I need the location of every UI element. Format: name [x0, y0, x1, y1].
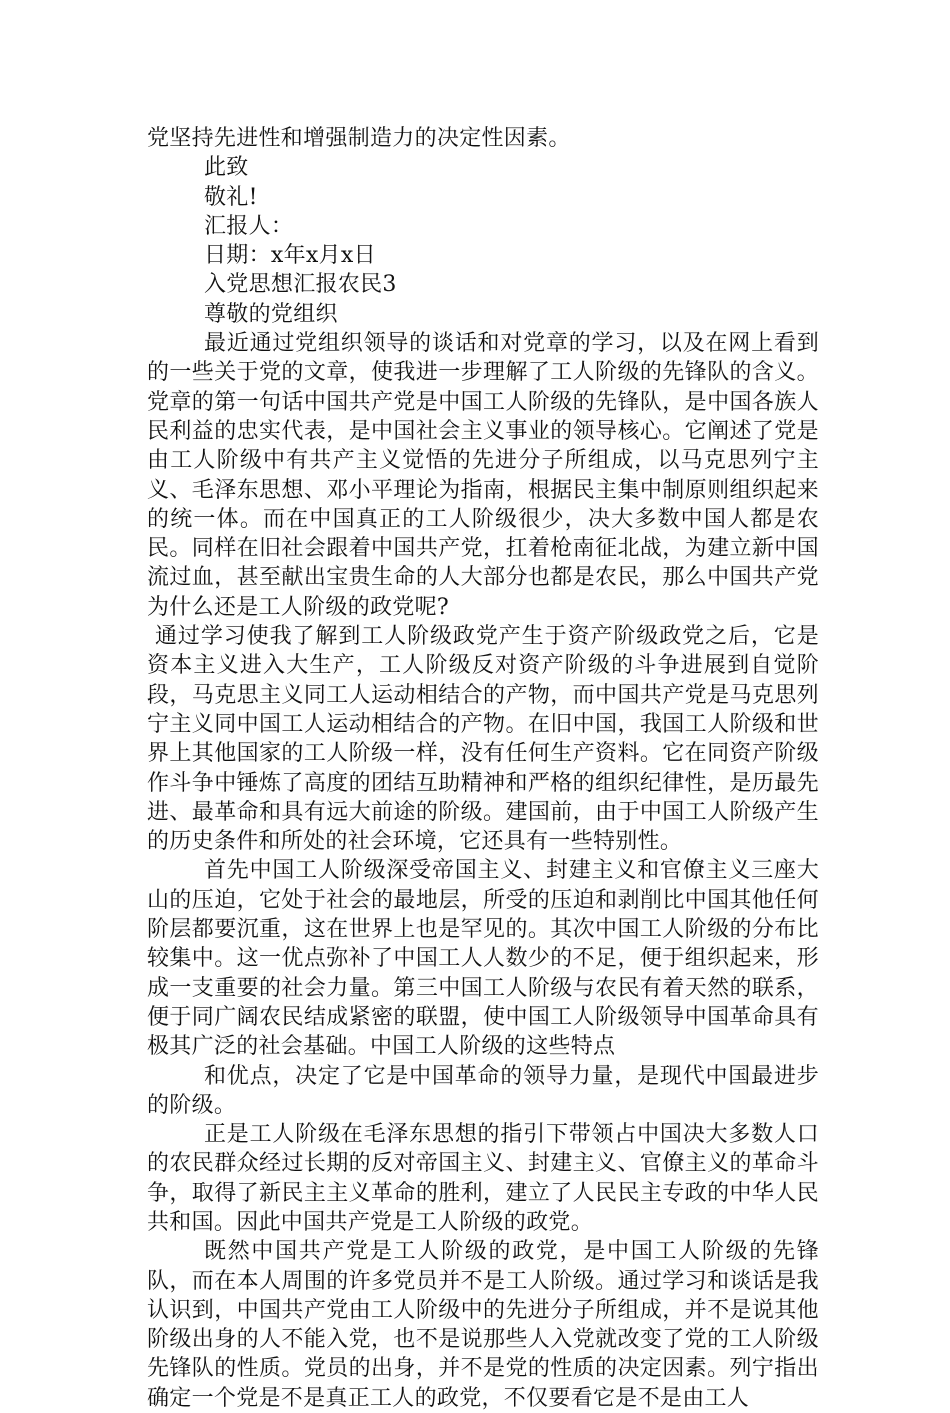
paragraph-4: 和优点，决定了它是中国革命的领导力量，是现代中国最进步的阶级。 [147, 1063, 819, 1118]
section-title: 入党思想汇报农民3 [204, 272, 397, 298]
salutation-cizhi: 此致 [204, 155, 249, 181]
paragraph-2: 通过学习使我了解到工人阶级政党产生于资产阶级政党之后，它是资本主义进入大生产，工人阶级反对资产阶级的斗争进展到自觉阶段，马克思主义同工人运动相结合的产物，而中国共产党是马克思列宁主义同中国工人运动相结合的产物。在旧中国，我国工人阶级和世界上其他国家的工人阶级一样，没有任何生产资料。它在同资产阶级作斗争中锤炼了高度的团结互助精神和严格的组织纪律性，是历最先进、最革命和具有远大前途的阶级。建国前，由于中国工人阶级产生的历史条件和所处的社会环境，它还具有一些特别性。 [147, 624, 819, 855]
paragraph-closing-sentence: 党坚持先进性和增强制造力的决定性因素。 [147, 126, 571, 151]
reporter-label: 汇报人： [204, 213, 294, 239]
paragraph-3: 首先中国工人阶级深受帝国主义、封建主义和官僚主义三座大山的压迫，它处于社会的最地层，所受的压迫和剥削比中国其他任何阶层都要沉重，这在世界上也是罕见的。其次中国工人阶级的分布比较集中。这一优点弥补了中国工人人数少的不足，便于组织起来，形成一支重要的社会力量。第三中国工人阶级与农民有着天然的联系，便于同广阔农民结成紧密的联盟，使中国工人阶级领导中国革命具有极其广泛的社会基础。中国工人阶级的这些特点 [147, 858, 819, 1060]
paragraph-5: 正是工人阶级在毛泽东思想的指引下带领占中国决大多数人口的农民群众经过长期的反对帝国主义、封建主义、官僚主义的革命斗争，取得了新民主主义革命的胜利，建立了人民民主专政的中华人民共和国。因此中国共产党是工人阶级的政党。 [147, 1122, 819, 1235]
paragraph-1: 最近通过党组织领导的谈话和对党章的学习，以及在网上看到的一些关于党的文章，使我进一步理解了工人阶级的先锋队的含义。党章的第一句话中国共产党是中国工人阶级的先锋队，是中国各族人民利益的忠实代表，是中国社会主义事业的领导核心。它阐述了党是由工人阶级中有共产主义觉悟的先进分子所组成，以马克思列宁主义、毛泽东思想、邓小平理论为指南，根据民主集中制原则组织起来的统一体。而在中国真正的工人阶级很少，决大多数中国人都是农民。同样在旧社会跟着中国共产党，扛着枪南征北战，为建立新中国流过血，甚至献出宝贵生命的人大部分也都是农民，那么中国共产党为什么还是工人阶级的政党呢? [147, 331, 819, 620]
paragraph-6: 既然中国共产党是工人阶级的政党，是中国工人阶级的先锋队，而在本人周围的许多党员并不是工人阶级。通过学习和谈话是我认识到，中国共产党由工人阶级中的先进分子所组成，并不是说其他阶级出身的人不能入党，也不是说那些人入党就改变了党的工人阶级先锋队的性质。党员的出身，并不是党的性质的决定因素。列宁指出确定一个党是不是真正工人的政党，不仅要看它是不是由工人 [147, 1239, 819, 1411]
greeting: 尊敬的党组织 [204, 301, 338, 327]
date-line: 日期：x年x月x日 [204, 243, 376, 269]
document-body [147, 124, 819, 1413]
salutation-jingli: 敬礼! [204, 184, 258, 210]
